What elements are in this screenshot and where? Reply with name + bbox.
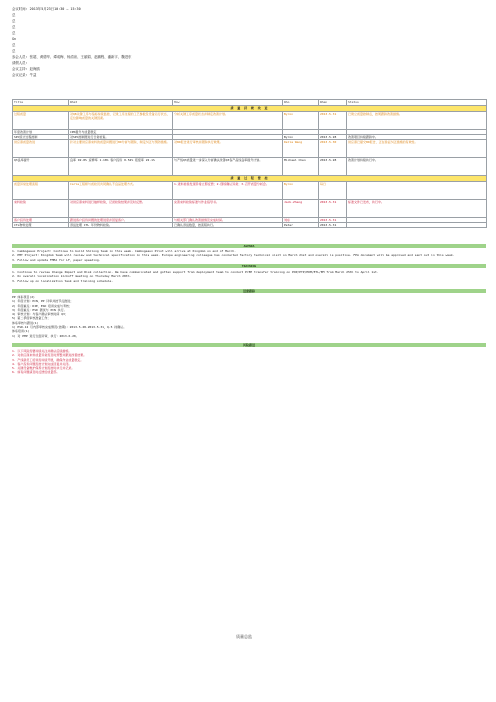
row-how: 已确认退货数量，按流程执行。 bbox=[173, 223, 283, 228]
row-when: 2013.5.31 bbox=[319, 112, 347, 130]
row-who: Byron bbox=[283, 112, 319, 130]
row-when: 2013.5.28 bbox=[319, 158, 347, 176]
row-what: 针对主要供应商来料的质量问题进行8D分析与跟踪，制定纠正与预防措施。 bbox=[69, 140, 173, 158]
row-status: 标准文件已发布，执行中。 bbox=[347, 200, 487, 218]
row-when: 每日 bbox=[319, 182, 347, 200]
row-how: 对8D报告进行审核并跟踪执行效果。 bbox=[173, 140, 283, 158]
risk-text bbox=[12, 349, 486, 375]
row-what: 退货处理 CTL 年份物料检验。 bbox=[69, 223, 173, 228]
training-text bbox=[12, 270, 486, 283]
risk-band: 风险跟进 bbox=[12, 343, 486, 347]
absent: 请假人员: bbox=[12, 61, 28, 65]
col-what: What bbox=[69, 100, 173, 106]
blank-line: 总 bbox=[12, 19, 16, 23]
progress-band: 进度跟踪 bbox=[12, 289, 486, 293]
training-band: TRAINING bbox=[12, 264, 486, 268]
agenda-text bbox=[12, 249, 486, 262]
row-title: CTL物料处理 bbox=[13, 223, 69, 228]
row-what: 跟进客户投诉问题的处理进度并回复客户。 bbox=[69, 218, 173, 223]
col-how: How bbox=[173, 100, 283, 106]
agenda-line: 3. Follow and update FMEA for LF, paper speeding. bbox=[12, 257, 101, 262]
row-status: 改善计划持续执行中。 bbox=[347, 158, 487, 176]
row-what: 对SPC控制图进行日常检查。 bbox=[69, 135, 173, 140]
progress-line: 1) 年度计划：PCN、PP 评审并按节点推进； bbox=[12, 299, 74, 304]
agenda-band: AGENDA bbox=[12, 244, 486, 248]
blank-line: 总 bbox=[12, 25, 16, 29]
progress-line: PP 体系项目(2) bbox=[12, 295, 35, 299]
agenda-line: 1. Cambogeaux Project: Continue to build Shilong team in this week. Cambogeaux Pilot will arrive at Kingdom on end of March. bbox=[12, 249, 236, 253]
row-title: 过程质量 bbox=[13, 112, 69, 130]
training-line: 2. On overall localization kickoff meeting on Thursday March 28th. bbox=[12, 274, 132, 279]
risk-line: 4. 客户投诉问题需按计划完成回复并关闭。 bbox=[12, 361, 72, 366]
meeting-header bbox=[12, 6, 486, 78]
table-row bbox=[13, 200, 487, 218]
row-who: Peter bbox=[283, 223, 319, 228]
row-when: 2013.5.28 bbox=[319, 135, 347, 140]
row-title: SPC统计过程控制 bbox=[13, 135, 69, 140]
blank-line: 总 bbox=[12, 13, 16, 17]
table-row bbox=[13, 140, 487, 158]
row-status: 改善项目持续跟踪中。 bbox=[347, 135, 487, 140]
risk-line: 2. 对供应商来料质量异常需及时预警并跟进改善结果。 bbox=[12, 353, 87, 358]
row-when: 2013.5.31 bbox=[319, 223, 347, 228]
agenda-line: 2. PMT Project: Kingdom team will review and technical specification in this week. Europe engineering colleague has conducted factory technical visit on March 21st and overall is positive. FPA document will be approved and sent out in this week. bbox=[12, 253, 455, 258]
action-table bbox=[12, 99, 487, 228]
row-how: 完善来料检验标准与作业指导书。 bbox=[173, 200, 283, 218]
row-who: Michael Chen bbox=[283, 158, 319, 176]
row-title: 年度改善计划 bbox=[13, 130, 69, 135]
progress-line: 1) 对 PMP 进行全面评审，执行：2013.6.20。 bbox=[12, 333, 79, 338]
section-title: 质 量 过 程 管 控 bbox=[13, 176, 487, 182]
row-when: 2013.5.31 bbox=[319, 200, 347, 218]
progress-line: 4) 审核计划：与客户确认审核时间 Q3； bbox=[12, 312, 68, 317]
risk-line: 6. 如有问题请及时反馈给质量部。 bbox=[12, 370, 60, 375]
risk-line: 5. 关键设备维护保养计划需按时执行并记录。 bbox=[12, 366, 75, 371]
progress-line: 体系培训(1) bbox=[12, 329, 30, 334]
table-row bbox=[13, 158, 487, 176]
progress-line: 体系审核与跟进(1) bbox=[12, 320, 39, 325]
blank-line: 总 bbox=[12, 43, 16, 47]
blank-line: 总 bbox=[12, 49, 16, 53]
row-what: CPK提升与质量稳定 bbox=[69, 130, 173, 135]
progress-line: 5) 第二季度审核准备工作； bbox=[12, 316, 51, 321]
row-who: Della Wang bbox=[283, 140, 319, 158]
row-what: 对供应商来料进行抽样检验，记录检验结果并及时反馈。 bbox=[69, 200, 173, 218]
blank-line: Gn bbox=[12, 37, 17, 41]
col-when: When bbox=[319, 100, 347, 106]
blank-line: 总 bbox=[12, 31, 16, 35]
row-how: 与相关部门确认改善措施及完成时间。 bbox=[173, 218, 283, 223]
risk-line: 1. 以下风险需要持续关注并确认后续措施。 bbox=[12, 349, 72, 353]
row-how: 分析关键工序质量状态并制定改善计划。 bbox=[173, 112, 283, 130]
row-title: 供应商质量改进 bbox=[13, 140, 69, 158]
recorder: 会议主持: 赵海鸥 bbox=[12, 67, 40, 71]
footer-signature: 质量总监 bbox=[236, 634, 252, 639]
row-title: 客户投诉处理 bbox=[13, 218, 69, 223]
row-how: 1.进料检验发现异常立即反馈；2.现场确认异常；3.召开质量分析会。 bbox=[173, 182, 283, 200]
col-title: Title bbox=[13, 100, 69, 106]
note-taker: 会议记录: 牛益 bbox=[12, 73, 37, 77]
table-row bbox=[13, 223, 487, 228]
row-who: Byron bbox=[283, 135, 319, 140]
training-line: 3. Follow up on localization task and training schedule. bbox=[12, 278, 114, 283]
training-line: 1. Continue to review Change Impact and Risk collection. We have communicated and gotten support from deployment team to conduct PrEE transfer training on POP/PTP/EDM/ETL/EM from March 25th to April 1st. bbox=[12, 270, 379, 274]
row-status: 供应商已提交8D报告，正在验证纠正措施的有效性。 bbox=[347, 140, 487, 158]
progress-line: 3) 年度重点：ESD 测试与 PCN 执行。 bbox=[12, 307, 67, 312]
row-status: 已建立质量控制点，按周跟踪改善措施。 bbox=[347, 112, 487, 130]
section-title: 质 量 持 续 改 进 bbox=[13, 106, 487, 112]
row-who: 刘东 bbox=[283, 218, 319, 223]
row-what: 良率 92.8% 返修率 1.18% 客户投诉 0.52% 报废率 22.1% bbox=[69, 158, 173, 176]
row-status bbox=[347, 223, 487, 228]
progress-line: 1) ESD-12 月内部审核完成情况(按期)：2013.5.28-2013.5.31，Q-5 待确认。 bbox=[12, 325, 127, 330]
attendees: 参会人员: 张超、黄德华、谭成梅、杨清泉、王丽娟、赵鹏程、潘新宇、魏进东 bbox=[12, 55, 132, 59]
col-who: Who bbox=[283, 100, 319, 106]
row-title: 质量异常处理流程 bbox=[13, 182, 69, 200]
table-row bbox=[13, 112, 487, 130]
row-what: Carla工程师与质检员共同确认不良品处理方式。 bbox=[69, 182, 173, 200]
row-what: 对Q8关键工序与指标持续监控，记录工序过程的工艺参数及设备运行状态，定位影响质量的关键因素。 bbox=[69, 112, 173, 130]
row-when: 2013.5.31 bbox=[319, 218, 347, 223]
row-title: Q3良率提升 bbox=[13, 158, 69, 176]
progress-text bbox=[12, 295, 486, 338]
row-title: 来料检验 bbox=[13, 200, 69, 218]
risk-line: 3. 产线新员工培训需持续开展，确保作业质量稳定。 bbox=[12, 357, 84, 362]
row-who: Jack-Zheng bbox=[283, 200, 319, 218]
progress-line: 2) 年度重点：DIE、ESD 培训完成与考核； bbox=[12, 303, 73, 308]
row-status bbox=[347, 182, 487, 200]
row-who: Byron bbox=[283, 182, 319, 200]
meeting-date: 会议时间: 2013年5月23日10:30 – 15:30 bbox=[12, 7, 81, 11]
row-when: 2013.5.30 bbox=[319, 140, 347, 158]
table-row bbox=[13, 182, 487, 200]
row-how: 与产线Q3质量进一步深入分析确认改善Q3各产品线良率提升计划。 bbox=[173, 158, 283, 176]
col-status: Status bbox=[347, 100, 487, 106]
